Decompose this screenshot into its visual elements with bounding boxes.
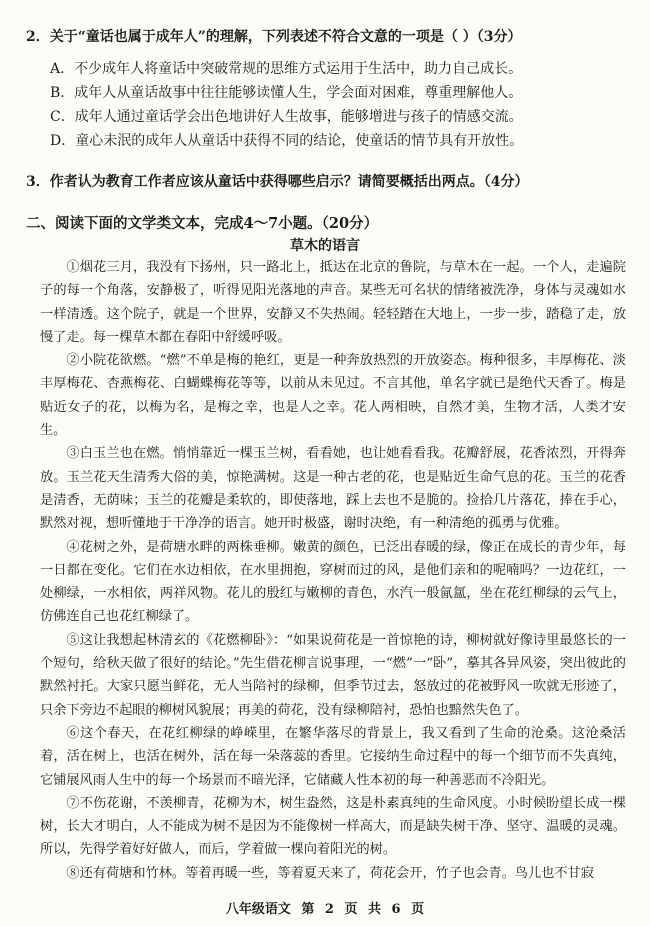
passage-body: [40, 256, 626, 885]
paragraph-3: ③白玉兰也在燃。悄悄靠近一棵玉兰树，看看她，也让她看看我。花瓣舒展，花香浓烈，开得奔放。玉兰花天生清秀大俗的美，惊艳满树。这是一种古老的花，也是贴近生命气息的花。玉兰的花香是清香，无荫味；玉兰的花瓣是柔软的，即使落地，踩上去也不是脆的。捡拾几片落花，捧在手心，默然对视，想听懂地于干净净的语言。她开时极盛，谢时决绝，有一种清绝的孤勇与优雅。: [40, 446, 626, 532]
paragraph-5: ⑤这让我想起林清玄的《花燃柳卧》：“如果说荷花是一首惊艳的诗，柳树就好像诗里最悠长的一个短句，给秋天做了很好的结论。”先生借花柳言说事理，一“燃”一“卧”，摹其各异风姿，突出彼此的默然衬托。大家只愿当鲜花，无人当陪衬的绿柳，但季节过去，怒放过的花被野风一吹就无形迹了，只余下旁边不起眼的柳树风貌展；再美的荷花，没有绿柳陪衬，恐怕也黯然失色了。: [40, 632, 626, 718]
paragraph-4: ④花树之外，是荷塘水畔的两株垂柳。嫩黄的颜色，已泛出春暖的绿，像正在成长的青少年，每一日都在变化。它们在水边相依，在水里拥抱，穿树而过的风，是他们亲和的呢喃吗？一边花红，一处柳绿，一水相依，两祥风物。花儿的殷红与嫩柳的青色，水汽一般氤氲，坐在花红柳绿的云气上，仿佛连自己也花红柳绿了。: [40, 539, 626, 625]
paragraph-8: ⑧还有荷塘和竹林。等着再暖一些，等着夏天来了，荷花会开，竹子也会青。鸟儿也不甘寂: [66, 865, 594, 881]
paragraph-2: ②小院花欲燃。“燃”不单是梅的艳红，更是一种奔放热烈的开放姿态。梅种很多，丰厚梅花、淡丰厚梅花、杏燕梅花、白蝴蝶梅花等等，以前从未见过。不言其他，单名字就已是绝代天香了。梅是贴近女子的花，以梅为名，是梅之幸，也是人之幸。花人两相映，自然才美，生物才活，人类才安生。: [40, 353, 626, 439]
question-2-option-a: A．不少成年人将童话中突破常规的思维方式运用于生活中，助力自己成长。: [50, 61, 523, 77]
question-3: 3．作者认为教育工作者应该从童话中获得哪些启示？请简要概括出两点。（4分）: [26, 174, 529, 190]
page-footer: 八年级语文 第 2 页 共 6 页: [225, 902, 425, 917]
passage-title: 草木的语言: [290, 238, 360, 254]
paragraph-6: ⑥这个春天，在花红柳绿的峥嵘里，在繁华落尽的背景上，我又看到了生命的沧桑。这沧桑活着，活在树上，也活在树外，活在每一朵落蕊的香里。它接纳生命过程中的每一个细节而不失真纯，它铺展风雨人生中的每一个场景而不暗光泽，它储藏人性本初的每一种善恶而不冷阳光。: [40, 725, 626, 788]
question-2-option-c: C．成年人通过童话学会出色地讲好人生故事，能够增进与孩子的情感交流。: [50, 109, 523, 125]
section-heading: 二、阅读下面的文学类文本，完成4～7小题。（20分）: [26, 215, 379, 232]
paragraph-1: ①烟花三月，我没有下扬州，只一路北上，抵达在北京的鲁院，与草木在一起。一个人，走遍院子的每一个角落，安静极了，听得见阳光落地的声音。某些无可名状的情绪被洗净，身体与灵魂如水一样清透。这个院子，就是一个世界，安静又不失热闹。轻轻踏在大地上，一步一步，踏稳了走，放慢了走。每一棵草木都在春阳中舒缓呼吸。: [40, 260, 626, 345]
question-2-stem: 2．关于“童话也属于成年人”的理解，下列表述不符合文意的一项是（ ）（3分）: [26, 29, 522, 45]
question-2-option-d: D．童心未泯的成年人从童话中获得不同的结论，使童话的情节具有开放性。: [50, 133, 524, 149]
paragraph-7: ⑦不伤花谢，不羡柳青，花柳为木，树生盎然，这是朴素真纯的生命风度。小时候盼望长成一棵树，长大才明白，人不能成为树不是因为不能像树一样高大，而是缺失树干净、坚守、温暖的灵魂。所以，先得学着好好做人，而后，学着做一棵向着阳光的树。: [40, 795, 626, 858]
question-2-option-b: B．成年人从童话故事中往往能够读懂人生，学会面对困难，尊重理解他人。: [50, 85, 523, 101]
